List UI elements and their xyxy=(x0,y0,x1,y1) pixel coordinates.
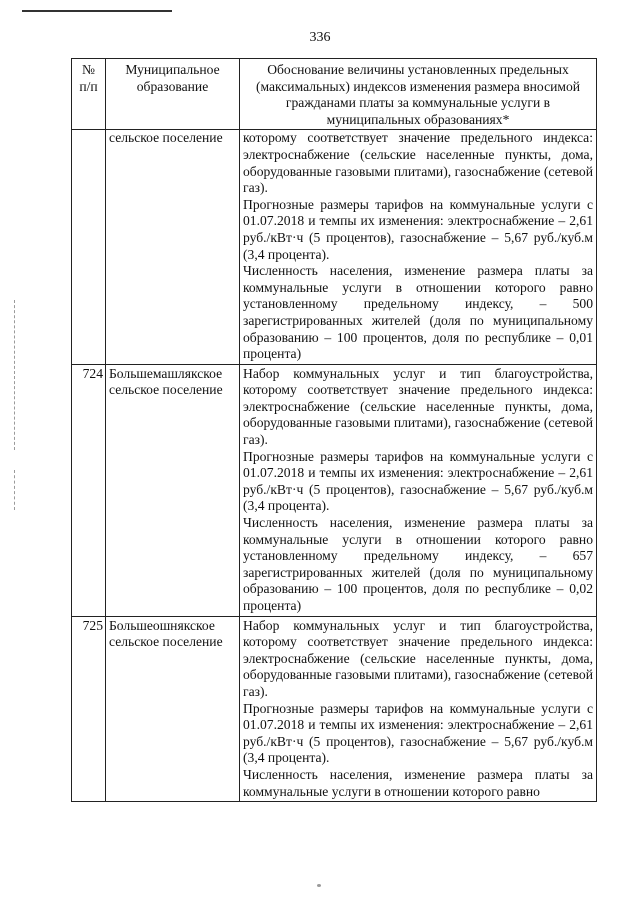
table-row xyxy=(72,616,597,802)
header-num: № п/п xyxy=(72,59,106,130)
basis-text xyxy=(240,130,597,364)
tariff-table xyxy=(71,58,597,802)
basis-paragraph: Численность населения, изменение размера платы за коммунальные услуги в отношении которого равно установленному предельному индексу, – 500 зарегистрированных жителей (доля по муниципальному образованию – 100 процентов, доля по республике – 0,01 процента) xyxy=(243,263,593,362)
row-number: 724 xyxy=(72,364,106,616)
basis-paragraph: Прогнозные размеры тарифов на коммунальные услуги с 01.07.2018 и темпы их изменения: электроснабжение – 2,61 руб./кВт·ч (5 процентов), газоснабжение – 5,67 руб./куб.м (3,4 процента). xyxy=(243,448,593,514)
margin-mark xyxy=(14,300,15,450)
basis-text xyxy=(240,364,597,616)
row-number: 725 xyxy=(72,616,106,802)
basis-paragraph: Прогнозные размеры тарифов на коммунальные услуги с 01.07.2018 и темпы их изменения: электроснабжение – 2,61 руб./кВт·ч (5 процентов), газоснабжение – 5,67 руб./куб.м (3,4 процента). xyxy=(243,700,593,766)
basis-paragraph: Численность населения, изменение размера платы за коммунальные услуги в отношении которого равно установленному предельному индексу, – 657 зарегистрированных жителей (доля по муниципальному образованию – 100 процентов, доля по республике – 0,02 процента) xyxy=(243,515,593,613)
bottom-dot xyxy=(317,884,321,887)
header-basis: Обоснование величины установленных предельных (максимальных) индексов изменения размера вносимой гражданами платы за коммунальные услуги в муниципальных образованиях* xyxy=(240,59,597,130)
municipality-name: Большеошнякское сельское поселение xyxy=(106,616,240,802)
municipality-name: сельское поселение xyxy=(106,130,240,364)
table-header-row xyxy=(72,59,597,130)
basis-paragraph: Численность населения, изменение размера платы за коммунальные услуги в отношении которого равно xyxy=(243,766,593,799)
table-row xyxy=(72,130,597,364)
basis-text xyxy=(240,616,597,802)
header-municipality: Муниципальное образование xyxy=(106,59,240,130)
basis-paragraph: Прогнозные размеры тарифов на коммунальные услуги с 01.07.2018 и темпы их изменения: электроснабжение – 2,61 руб./кВт·ч (5 процентов), газоснабжение – 5,67 руб./куб.м (3,4 процента). xyxy=(243,196,593,262)
row-number xyxy=(72,130,106,364)
top-rule xyxy=(22,10,172,12)
page-number: 336 xyxy=(309,30,331,45)
municipality-name: Большемашлякское сельское поселение xyxy=(106,364,240,616)
basis-paragraph: которому соответствует значение предельного индекса: электроснабжение (сельские населенные пункты, дома, оборудованные газовыми плитами), газоснабжение (сетевой газ). xyxy=(243,130,593,196)
table-row xyxy=(72,364,597,616)
basis-paragraph: Набор коммунальных услуг и тип благоустройства, которому соответствует значение предельного индекса: электроснабжение (сельские населенные пункты, дома, оборудованные газовыми плитами), газоснабжение (сетевой газ). xyxy=(243,617,593,699)
basis-paragraph: Набор коммунальных услуг и тип благоустройства, которому соответствует значение предельного индекса: электроснабжение (сельские населенные пункты, дома, оборудованные газовыми плитами), газоснабжение (сетевой газ). xyxy=(243,365,593,448)
margin-mark xyxy=(14,470,15,510)
